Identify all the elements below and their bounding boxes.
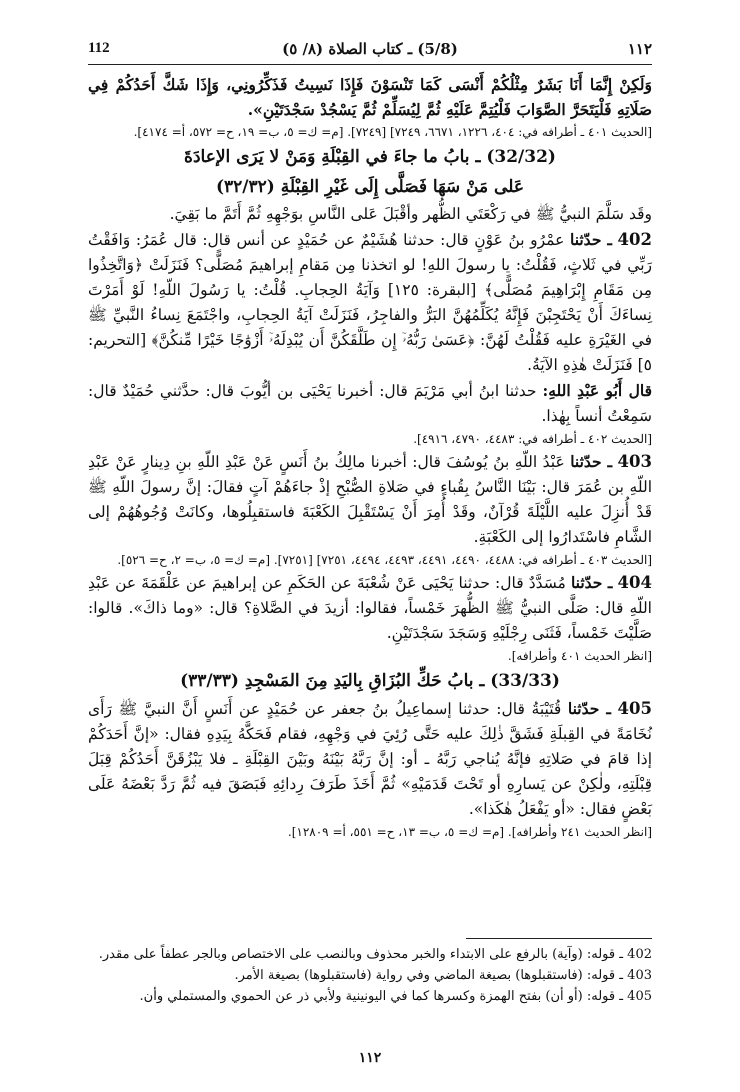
page-number-arabic: ١١٢	[627, 40, 652, 58]
header-rule	[88, 64, 652, 65]
hadith-number: 402	[617, 230, 652, 249]
footnote-405: 405 ـ قوله: (أو أن) بفتح الهمزة وكسرها كما في اليونينية ولأبي ذر عن الحموي والمستملي وأن.	[139, 989, 652, 1004]
paragraph-lead: قال أَبُو عَبْدِ اللهِ:	[542, 381, 653, 400]
text-paragraph: وقَد سَلَّمَ النبيُّ ﷺ في رَكْعَتَي الظُّهر وأقْبَلَ عَلى النَّاسِ بوَجْهِهِ ثُمَّ أَتَمَّ ما بَقِيَ.	[169, 205, 652, 223]
page-number-latin: 112	[88, 40, 110, 56]
hadith-lead: ـ حدّثنا	[570, 573, 613, 592]
section-title: (33/33) ـ بابُ حَكِّ البُزَاقِ بِاليَدِ مِنَ المَسْجِدِ (٣٣/٣٣)	[180, 671, 560, 691]
text-paragraph	[88, 378, 652, 429]
hadith-paragraph	[88, 227, 652, 378]
running-header	[88, 40, 652, 62]
hadith-reference: [الحديث ٤٠١ ـ أطرافه في: ٤٠٤، ١٢٢٦، ٦٦٧١، ٧٢٤٩] [٧٢٤٩]. [م= ك= ٥، ب= ١٩، ح= ٥٧٢، أ= ٤١٧٤].	[133, 125, 652, 139]
hadith-lead: ـ حدّثنا	[570, 452, 613, 471]
section-title: (32/32) ـ بابُ ما جاءَ في القِبْلَةِ وَمَنْ لا يَرَى الإعادَةَ	[184, 147, 556, 167]
hadith-number: 404	[617, 573, 652, 592]
main-text	[88, 72, 652, 842]
hadith-text: عمْرُو بنُ عَوْنٍ قال: حدثنا هُشَيْمٌ عن حُمَيْدٍ عن أنس قال: قال عُمَرُ: وَافَقْتُ رَبِّي في ثَلاثٍ، فَقُلْتُ: يا رسولَ اللهِ! لو اتخذنا مِن مَقامِ إبراهيمَ مُصَلًّى؟ فَنَزَلَتْ ﴿وَاتَّخِذُوا مِن مَقَامِ إِبْرَاهِيمَ مُصَلًّى﴾ [البقرة: ١٢٥] وَآيَةُ الحِجابِ. قُلْتُ: يا رَسُولَ اللّهِ! لَوْ أَمَرْتَ نِساءَكَ أَنْ يَحْتَجِبْنَ فَإِنَّهُ يُكَلِّمُهُنَّ البَرُّ والفاجِرُ، فَنَزَلَتْ آيَةُ الحِجابِ، واجْتَمَعَ نِساءُ النَّبيِّ ﷺ في الغَيْرَةِ عليه فَقُلْتُ لَهُنَّ: ﴿عَسَىٰ رَبُّهُۥٓ إِن طَلَّقَكُنَّ أَن يُبْدِلَهُۥٓ أَزْوَٰجًا خَيْرًا مِّنكُنَّ﴾ [التحريم: ٥] فَنَزَلَتْ هٰذِهِ الآيَةُ.	[88, 231, 652, 374]
hadith-number: 405	[617, 699, 652, 718]
hadith-number: 403	[617, 452, 652, 471]
footnote-403: 403 ـ قوله: (فاستقبلوها) بصيغة الماضي وفي رواية (فاستقبلوها) بصيغة الأمر.	[234, 968, 652, 983]
hadith-lead: ـ حدّثنا	[569, 230, 612, 249]
section-title: عَلى مَنْ سَهَا فَصَلَّى إِلَى غَيْرِ القِبْلَةِ (٣٢/٣٢)	[215, 177, 524, 197]
chapter-title: (5/8) ـ كتاب الصلاة (٨/ ٥)	[282, 40, 458, 58]
page-number-footer: ١١٢	[358, 1050, 382, 1066]
paragraph-text: حدثنا ابنُ أبي مَرْيَمَ قال: أخبرنا يَحْيَى بن أيُّوبَ قال: حدَّثني حُمَيْدٌ قال: سَمِعْتُ أنساً بِهٰذا.	[88, 382, 652, 425]
hadith-paragraph	[88, 449, 652, 550]
hadith-reference: [انظر الحديث ٤٠١ وأطرافه].	[507, 649, 652, 663]
hadith-paragraph	[88, 696, 652, 822]
hadith-lead: ـ حدّثنا	[567, 699, 611, 718]
footnotes	[88, 944, 652, 1007]
footnote-402: 402 ـ قوله: (وآية) بالرفع على الابتداء والخبر محذوف وبالنصب على الاختصاص وبالجر عطفاً على مقدر.	[98, 947, 652, 962]
text-paragraph: وَلَكِنْ إِنَّمَا أَنَا بَشَرٌ مِثْلُكُمْ أَنْسَى كَمَا تَنْسَوْنَ فَإِذَا نَسِيتُ فَذَكِّرُونِي، وَإِذَا شَكَّ أَحَدُكُمْ فِي صَلَاتِهِ فَلْيَتَحَرَّ الصَّوَابَ فَلْيُتِمَّ عَلَيْهِ ثُمَّ لِيُسَلِّمْ ثُمَّ يَسْجُدْ سَجْدَتَيْنِ».	[88, 75, 652, 119]
footnote-separator	[466, 938, 652, 939]
hadith-reference: [الحديث ٤٠٣ ـ أطرافه في: ٤٤٨٨، ٤٤٩٠، ٤٤٩١، ٤٤٩٣، ٤٤٩٤، ٧٢٥١] [٧٢٥١]. [م= ك= ٥، ب= ٢، ح= ٥٢٦].	[117, 553, 652, 567]
hadith-reference: [انظر الحديث ٢٤١ وأطرافه]. [م= ك= ٥، ب= ١٣، ح= ٥٥١، أ= ١٢٨٠٩].	[287, 825, 652, 839]
hadith-text: قُتَيْبَةُ قال: حدثنا إسماعِيلُ بنُ جعفر عن حُمَيْدٍ عن أَنَسٍ أَنَّ النبيَّ ﷺ رَأَى نُخَامَةً في القِبلَةِ فَشَقَّ ذٰلِكَ عليه حَتَّى رُئِيَ في وَجْهِهِ، فقام فَحَكَّهُ بِيَدِهِ فقال: «إنَّ أَحَدَكُمْ إذا قامَ في صَلاتِهِ فإنَّهُ يُناجي رَبَّهُ ـ أو: إنَّ رَبَّهُ بَيْنَهُ وبَيْنَ القِبْلَةِ ـ فلا يَبْزُقَنَّ أَحَدُكُمْ قِبَلَ قِبْلَتِهِ، ولٰكِنْ عن يَسارِهِ أو تَحْتَ قَدَمَيْهِ» ثُمَّ أَخَذَ طَرَفَ رِدائِهِ فَبَصَقَ فيه ثُمَّ رَدَّ بَعْضَهُ عَلَى بَعْضٍ فقال: «أو يَفْعَلُ هٰكَذا».	[88, 700, 652, 818]
hadith-text: مُسَدَّدٌ قال: حدثنا يَحْيَى عَنْ شُعْبَةَ عن الحَكَمِ عن إبراهيمَ عن عَلْقَمَةَ عن عَبْدِ اللّهِ قال: صَلَّى النبيُّ ﷺ الظُّهرَ خَمْساً، فقالوا: أزيدَ في الصَّلاةِ؟ قال: «وما ذاكَ». قالوا: صَلَّيْتَ خَمْساً، فَثَنَى رِجْلَيْهِ وَسَجَدَ سَجْدَتَيْنِ.	[88, 574, 652, 642]
hadith-reference: [الحديث ٤٠٢ ـ أطرافه في: ٤٤٨٣، ٤٧٩٠، ٤٩١٦].	[413, 432, 652, 446]
hadith-paragraph	[88, 570, 652, 646]
hadith-text: عَبْدُ اللّهِ بنُ يُوسُفَ قال: أخبرنا مالِكُ بنُ أَنَسٍ عَنْ عَبْدِ اللّهِ بنِ دِينارٍ عَنْ عَبْدِ اللّهِ بن عُمَرَ قال: بَيْنَا النَّاسُ بِقُباءٍ في صَلاةِ الصُّبْحِ إذْ جاءَهُمْ آتٍ فقالَ: إنَّ رسولَ اللّهِ ﷺ قَدْ أُنزِلَ عليه اللَّيْلَةَ قُرْآنٌ، وقَدْ أُمِرَ أَنْ يَسْتَقْبِلَ الكَعْبَةَ فاستقبِلُوها، وكانَتْ وُجُوهُهُمْ إلى الشَّامِ فاسْتَدارُوا إلى الكَعْبَةِ.	[88, 453, 652, 546]
